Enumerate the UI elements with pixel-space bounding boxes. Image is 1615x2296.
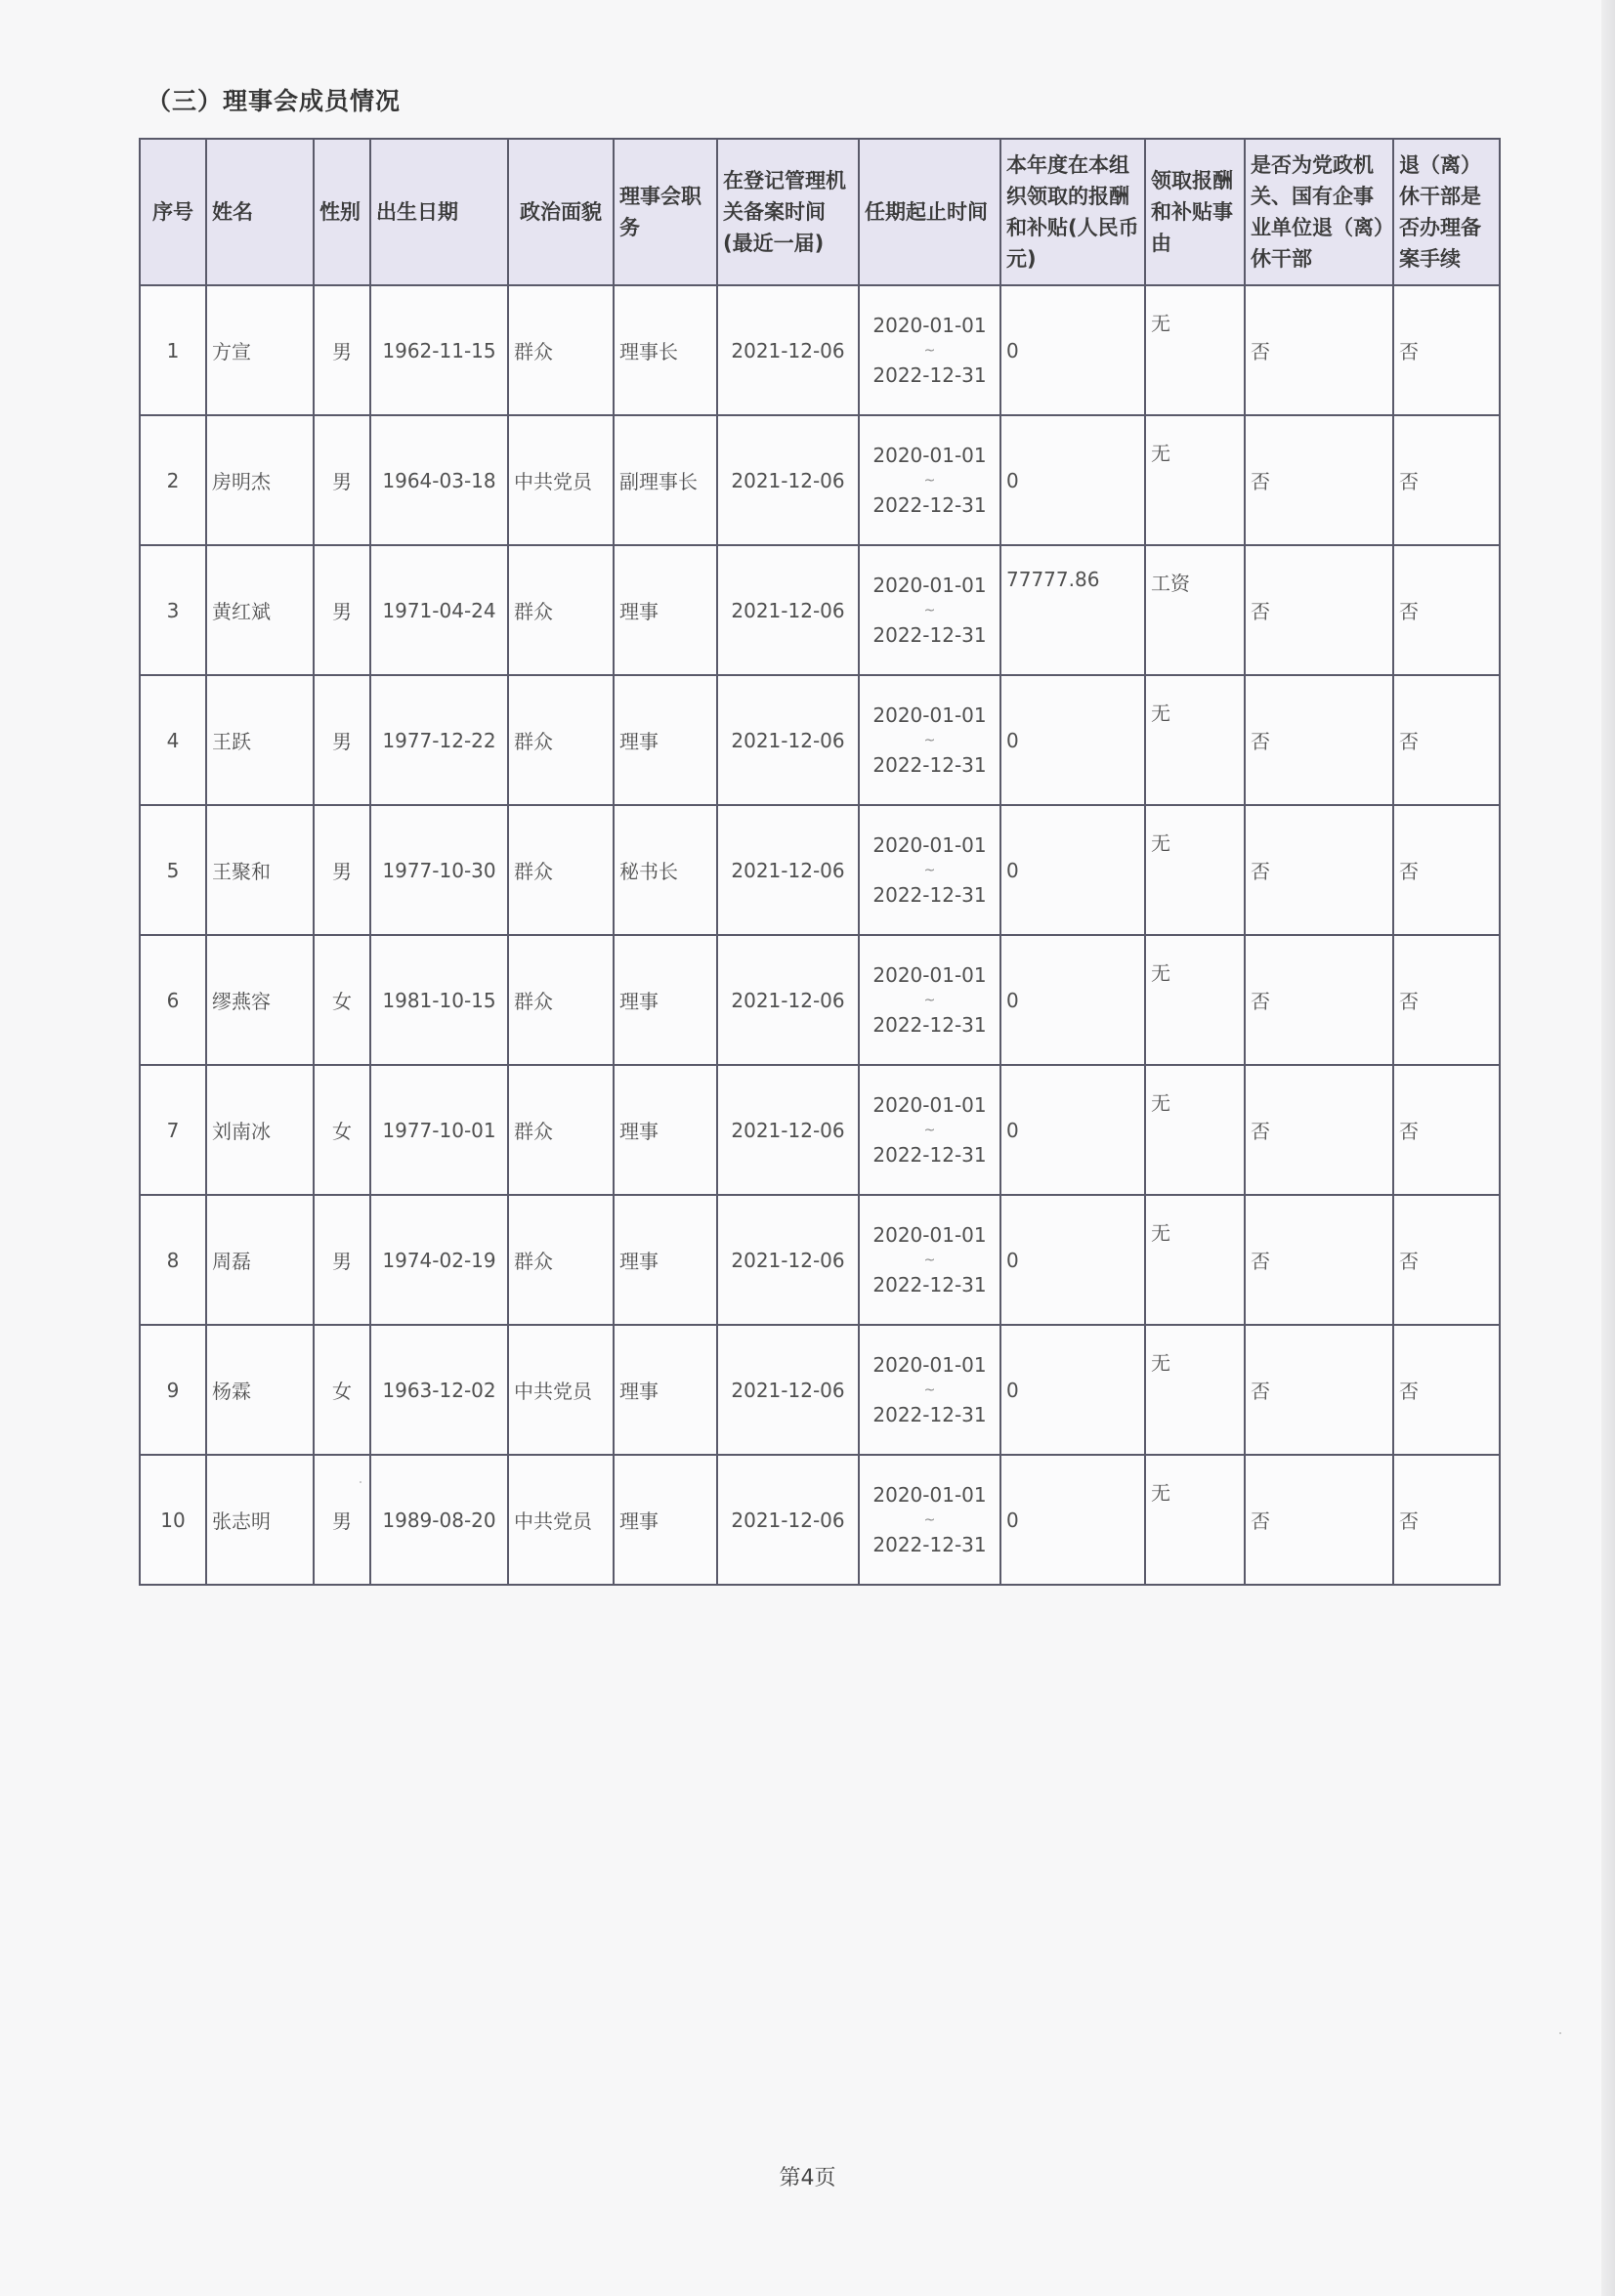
cell-filed: 否: [1393, 1455, 1500, 1585]
term-separator: ~: [923, 732, 936, 748]
cell-position: 理事: [614, 545, 717, 675]
cell-no: 8: [140, 1195, 206, 1325]
term-separator: ~: [923, 602, 936, 618]
cell-reason: 无: [1145, 1195, 1245, 1325]
cell-no: 1: [140, 285, 206, 415]
scan-speck: [360, 1481, 361, 1483]
cell-filed: 否: [1393, 675, 1500, 805]
cell-birth: 1963-12-02: [370, 1325, 508, 1455]
cell-name: 杨霖: [206, 1325, 314, 1455]
cell-pay: 0: [1000, 415, 1145, 545]
cell-gender: 男: [314, 285, 370, 415]
cell-pay: 0: [1000, 1325, 1145, 1455]
cell-reason: 无: [1145, 1325, 1245, 1455]
term-end: 2022-12-31: [872, 1012, 987, 1037]
cell-filing-date: 2021-12-06: [717, 545, 859, 675]
cell-filed: 否: [1393, 935, 1500, 1065]
header-cell: 姓名: [206, 139, 314, 285]
header-cell: 是否为党政机关、国有企事业单位退（离）休干部: [1245, 139, 1393, 285]
term-separator: ~: [923, 992, 936, 1008]
cell-no: 3: [140, 545, 206, 675]
cell-pay: 0: [1000, 285, 1145, 415]
cell-filed: 否: [1393, 1065, 1500, 1195]
cell-no: 4: [140, 675, 206, 805]
term-separator: ~: [923, 862, 936, 878]
cell-name: 王跃: [206, 675, 314, 805]
term-end: 2022-12-31: [872, 492, 987, 517]
cell-no: 2: [140, 415, 206, 545]
term-end: 2022-12-31: [872, 362, 987, 387]
table-row: [140, 675, 1500, 805]
cell-no: 6: [140, 935, 206, 1065]
cell-name: 黄红斌: [206, 545, 314, 675]
cell-reason: 无: [1145, 415, 1245, 545]
cell-birth: 1964-03-18: [370, 415, 508, 545]
cell-filing-date: 2021-12-06: [717, 415, 859, 545]
term-end: 2022-12-31: [872, 1142, 987, 1167]
cell-name: 王聚和: [206, 805, 314, 935]
cell-gender: 男: [314, 545, 370, 675]
cell-term: [859, 415, 1000, 545]
term-end: 2022-12-31: [872, 1532, 987, 1556]
cell-term: [859, 935, 1000, 1065]
cell-pay: 0: [1000, 935, 1145, 1065]
cell-retired: 否: [1245, 935, 1393, 1065]
cell-no: 10: [140, 1455, 206, 1585]
cell-filing-date: 2021-12-06: [717, 1325, 859, 1455]
table-row: [140, 805, 1500, 935]
cell-term: [859, 805, 1000, 935]
cell-pay: 0: [1000, 805, 1145, 935]
cell-name: 房明杰: [206, 415, 314, 545]
cell-reason: 无: [1145, 935, 1245, 1065]
cell-name: 张志明: [206, 1455, 314, 1585]
cell-retired: 否: [1245, 1065, 1393, 1195]
cell-retired: 否: [1245, 1455, 1393, 1585]
table-row: [140, 1455, 1500, 1585]
header-cell: 政治面貌: [508, 139, 614, 285]
cell-gender: 男: [314, 415, 370, 545]
cell-position: 理事: [614, 935, 717, 1065]
term-separator: ~: [923, 472, 936, 489]
cell-pay: 0: [1000, 1195, 1145, 1325]
cell-birth: 1981-10-15: [370, 935, 508, 1065]
term-start: 2020-01-01: [872, 1222, 987, 1247]
cell-term: [859, 1325, 1000, 1455]
cell-political: 群众: [508, 545, 614, 675]
cell-political: 中共党员: [508, 415, 614, 545]
cell-name: 刘南冰: [206, 1065, 314, 1195]
cell-retired: 否: [1245, 1325, 1393, 1455]
term-separator: ~: [923, 1122, 936, 1138]
cell-term: [859, 285, 1000, 415]
cell-no: 5: [140, 805, 206, 935]
cell-position: 理事: [614, 675, 717, 805]
table-row: [140, 285, 1500, 415]
cell-birth: 1962-11-15: [370, 285, 508, 415]
term-end: 2022-12-31: [872, 752, 987, 777]
cell-term: [859, 1455, 1000, 1585]
cell-filing-date: 2021-12-06: [717, 935, 859, 1065]
term-end: 2022-12-31: [872, 1402, 987, 1426]
cell-political: 群众: [508, 935, 614, 1065]
cell-position: 理事: [614, 1455, 717, 1585]
table-row: [140, 545, 1500, 675]
term-separator: ~: [923, 1252, 936, 1268]
cell-name: 方宣: [206, 285, 314, 415]
term-start: 2020-01-01: [872, 1482, 987, 1507]
term-end: 2022-12-31: [872, 1272, 987, 1297]
term-separator: ~: [923, 1382, 936, 1398]
cell-gender: 男: [314, 1455, 370, 1585]
header-cell: 理事会职务: [614, 139, 717, 285]
cell-pay: 77777.86: [1000, 545, 1145, 675]
cell-pay: 0: [1000, 1065, 1145, 1195]
cell-name: 周磊: [206, 1195, 314, 1325]
cell-no: 9: [140, 1325, 206, 1455]
cell-reason: 无: [1145, 805, 1245, 935]
term-separator: ~: [923, 1511, 936, 1528]
header-cell: 序号: [140, 139, 206, 285]
header-cell: 任期起止时间: [859, 139, 1000, 285]
cell-retired: 否: [1245, 1195, 1393, 1325]
cell-filing-date: 2021-12-06: [717, 675, 859, 805]
term-start: 2020-01-01: [872, 1092, 987, 1117]
table-row: [140, 1195, 1500, 1325]
term-start: 2020-01-01: [872, 702, 987, 727]
term-start: 2020-01-01: [872, 443, 987, 467]
cell-filed: 否: [1393, 1325, 1500, 1455]
cell-pay: 0: [1000, 1455, 1145, 1585]
cell-position: 理事: [614, 1195, 717, 1325]
term-end: 2022-12-31: [872, 882, 987, 907]
cell-filing-date: 2021-12-06: [717, 1455, 859, 1585]
term-separator: ~: [923, 342, 936, 359]
cell-political: 群众: [508, 285, 614, 415]
cell-position: 理事: [614, 1065, 717, 1195]
cell-filed: 否: [1393, 805, 1500, 935]
header-cell: 出生日期: [370, 139, 508, 285]
cell-gender: 男: [314, 675, 370, 805]
table-row: [140, 415, 1500, 545]
cell-reason: 无: [1145, 1455, 1245, 1585]
cell-gender: 男: [314, 805, 370, 935]
cell-gender: 女: [314, 1065, 370, 1195]
term-end: 2022-12-31: [872, 622, 987, 647]
header-cell: 领取报酬和补贴事由: [1145, 139, 1245, 285]
cell-retired: 否: [1245, 285, 1393, 415]
header-cell: 退（离）休干部是否办理备案手续: [1393, 139, 1500, 285]
cell-filed: 否: [1393, 1195, 1500, 1325]
cell-term: [859, 1065, 1000, 1195]
table-row: [140, 1065, 1500, 1195]
board-members-table: [139, 138, 1501, 1586]
cell-position: 秘书长: [614, 805, 717, 935]
cell-term: [859, 675, 1000, 805]
header-cell: 本年度在本组织领取的报酬和补贴(人民币元): [1000, 139, 1145, 285]
header-cell: 在登记管理机关备案时间(最近一届): [717, 139, 859, 285]
cell-filing-date: 2021-12-06: [717, 285, 859, 415]
cell-birth: 1977-12-22: [370, 675, 508, 805]
cell-filing-date: 2021-12-06: [717, 1065, 859, 1195]
cell-position: 副理事长: [614, 415, 717, 545]
cell-retired: 否: [1245, 805, 1393, 935]
cell-term: [859, 545, 1000, 675]
section-title: （三）理事会成员情况: [147, 87, 402, 115]
cell-gender: 女: [314, 1325, 370, 1455]
cell-pay: 0: [1000, 675, 1145, 805]
cell-birth: 1977-10-30: [370, 805, 508, 935]
cell-political: 中共党员: [508, 1325, 614, 1455]
cell-birth: 1971-04-24: [370, 545, 508, 675]
cell-name: 缪燕容: [206, 935, 314, 1065]
header-cell: 性别: [314, 139, 370, 285]
cell-retired: 否: [1245, 545, 1393, 675]
cell-retired: 否: [1245, 675, 1393, 805]
cell-political: 群众: [508, 1195, 614, 1325]
cell-position: 理事: [614, 1325, 717, 1455]
cell-birth: 1977-10-01: [370, 1065, 508, 1195]
cell-reason: 工资: [1145, 545, 1245, 675]
term-start: 2020-01-01: [872, 962, 987, 987]
cell-filed: 否: [1393, 285, 1500, 415]
cell-filing-date: 2021-12-06: [717, 805, 859, 935]
cell-no: 7: [140, 1065, 206, 1195]
cell-filed: 否: [1393, 415, 1500, 545]
cell-position: 理事长: [614, 285, 717, 415]
cell-birth: 1989-08-20: [370, 1455, 508, 1585]
cell-gender: 女: [314, 935, 370, 1065]
cell-reason: 无: [1145, 285, 1245, 415]
cell-reason: 无: [1145, 1065, 1245, 1195]
cell-filed: 否: [1393, 545, 1500, 675]
page-edge: [1601, 0, 1615, 2296]
cell-retired: 否: [1245, 415, 1393, 545]
table-header-row: [140, 139, 1500, 285]
cell-political: 群众: [508, 1065, 614, 1195]
cell-reason: 无: [1145, 675, 1245, 805]
term-start: 2020-01-01: [872, 313, 987, 337]
cell-political: 群众: [508, 805, 614, 935]
scan-speck: [1559, 2032, 1561, 2034]
term-start: 2020-01-01: [872, 832, 987, 857]
cell-political: 中共党员: [508, 1455, 614, 1585]
cell-birth: 1974-02-19: [370, 1195, 508, 1325]
cell-gender: 男: [314, 1195, 370, 1325]
table-row: [140, 1325, 1500, 1455]
cell-filing-date: 2021-12-06: [717, 1195, 859, 1325]
cell-political: 群众: [508, 675, 614, 805]
cell-term: [859, 1195, 1000, 1325]
page-number: 第4页: [779, 2166, 836, 2190]
term-start: 2020-01-01: [872, 573, 987, 597]
term-start: 2020-01-01: [872, 1352, 987, 1377]
table-row: [140, 935, 1500, 1065]
